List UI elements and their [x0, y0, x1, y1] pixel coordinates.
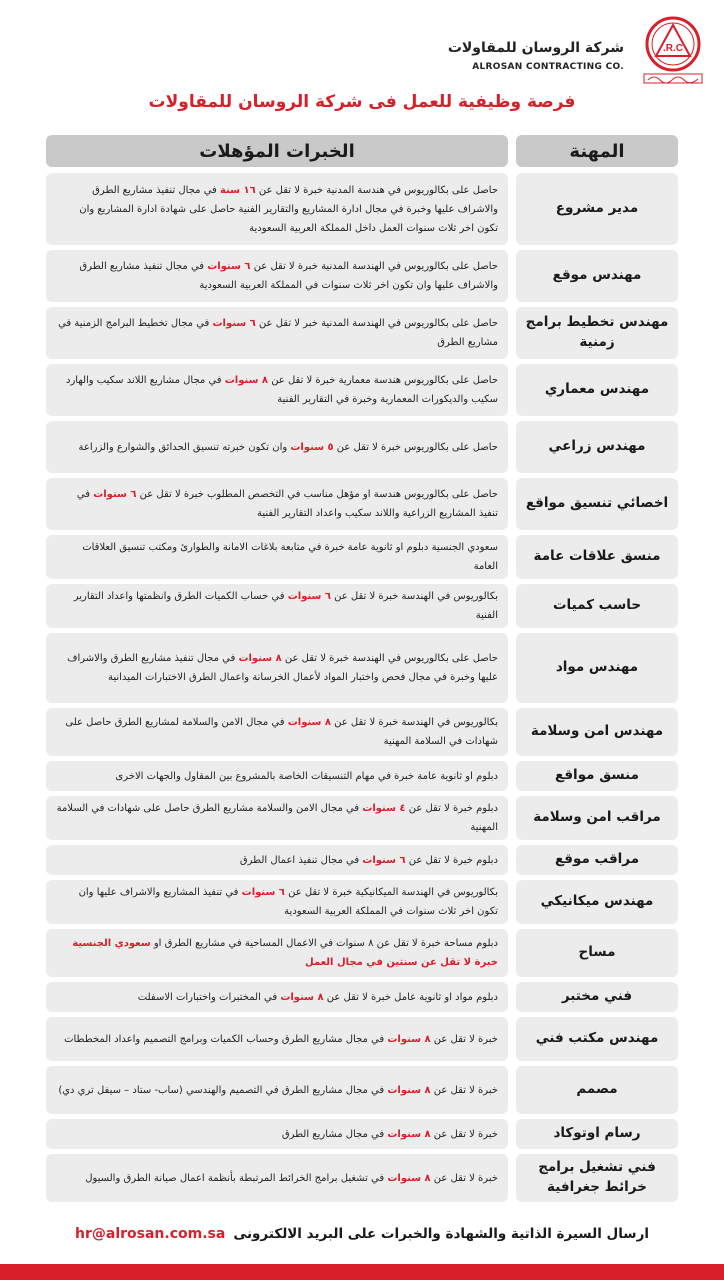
highlight-text: ٨ سنوات [280, 991, 324, 1003]
requirement-text: في تشغيل برامج الخرائط المرتبطة بأنظمة اعمال صيانة الطرق والسيول [85, 1172, 388, 1184]
highlight-text: ٦ سنوات [207, 261, 251, 272]
job-requirements [46, 796, 508, 840]
requirement-text: في تنفيذ المشاريع والاشراف عليها وان تكون اخر ثلاث سنوات في المملكة العربية السعودية [78, 887, 498, 917]
job-title: مهندس معماري [516, 364, 678, 416]
table-row [0, 364, 724, 416]
job-title: فني تشغيل برامج خرائط جغرافية [516, 1154, 678, 1202]
requirement-text: في مجال الامن والسلامة لمشاريع الطرق حاصل على شهادات في السلامة المهنية [65, 717, 498, 747]
job-title: مراقب امن وسلامة [516, 796, 678, 840]
highlight-text: ٨ سنوات [387, 1084, 431, 1096]
company-name-english: ALROSAN CONTRACTING CO. [472, 62, 624, 72]
job-title: منسق علاقات عامة [516, 535, 678, 579]
requirement-text: خبرة لا تقل عن [430, 1172, 498, 1184]
highlight-text: ٨ سنوات [224, 375, 269, 386]
requirement-text: بكالوريوس في الهندسة خبرة لا تقل عن [330, 717, 498, 728]
requirement-text: خبرة لا تقل عن [430, 1128, 498, 1140]
highlight-text: ٨ سنوات [238, 653, 282, 664]
requirement-text: دبلوم خبرة لا تقل عن [405, 803, 498, 814]
table-row [0, 633, 724, 703]
job-title: رسام اوتوكاد [516, 1119, 678, 1149]
highlight-text: ٨ سنوات [387, 1128, 431, 1140]
company-logo [640, 14, 706, 86]
job-title: مهندس ميكانيكي [516, 880, 678, 924]
table-row [0, 1066, 724, 1114]
job-title: مهندس مكتب فني [516, 1017, 678, 1061]
requirement-text: في مجال مشاريع اللاند سكيب والهارد سكيب والديكورات المعمارية وخبرة في التقارير الفنية [66, 375, 498, 405]
table-row [0, 1119, 724, 1149]
job-requirements [46, 307, 508, 359]
requirement-text: في تنفيذ المشاريع الزراعية واللاند سكيب واعداد التقارير الفنية [76, 489, 498, 519]
footer-text: ارسال السيرة الذاتية والشهادة والخبرات على البريد الالكترونى [233, 1226, 649, 1242]
requirement-text: خبرة لا تقل عن [430, 1033, 498, 1045]
job-requirements [46, 708, 508, 756]
header-job: المهنة [516, 135, 678, 167]
requirement-text: في مجال مشاريع الطرق في التصميم والهندسي (ساب- ستاد – سيفل تري دي) [58, 1084, 388, 1096]
highlight-text: ٨ سنوات [287, 717, 331, 728]
table-row [0, 421, 724, 473]
highlight-text: سعودي الجنسية خبرة لا تقل عن سنتين في مجال العمل [72, 938, 498, 968]
job-requirements [46, 1017, 508, 1061]
requirement-text: خبرة لا تقل عن [430, 1084, 498, 1096]
highlight-text: ٤ سنوات [362, 803, 406, 814]
table-row [0, 1017, 724, 1061]
table-row [0, 584, 724, 628]
job-requirements [46, 1154, 508, 1202]
table-row [0, 845, 724, 875]
requirement-text: دبلوم مواد او ثانوية عامل خبرة لا تقل عن [323, 991, 498, 1003]
job-title: مهندس موقع [516, 250, 678, 302]
job-title: مهندس زراعي [516, 421, 678, 473]
table-row [0, 796, 724, 840]
table-row [0, 929, 724, 977]
requirement-text: سعودي الجنسية دبلوم او ثانوية عامة خبرة في متابعة بلاغات الامانة والطوارئ ومكتب تنسيق العلاقات العامة [82, 542, 498, 572]
footer [0, 1226, 724, 1242]
requirement-text: في مجال مشاريع الطرق [281, 1128, 388, 1140]
requirement-text: حاصل على بكالوريوس في الهندسة المدنية خبر لا تقل عن [255, 318, 498, 329]
job-title: منسق مواقع [516, 761, 678, 791]
job-requirements [46, 633, 508, 703]
highlight-text: ٨ سنوات [387, 1172, 431, 1184]
job-requirements [46, 929, 508, 977]
requirement-text: حاصل على بكالوريوس في الهندسة المدنية خبرة لا تقل عن [250, 261, 498, 272]
job-title: مهندس تخطيط برامج زمنية [516, 307, 678, 359]
job-title: مساح [516, 929, 678, 977]
highlight-text: ١٦ سنة [220, 184, 256, 196]
job-requirements [46, 364, 508, 416]
requirement-text: حاصل على بكالوريوس هندسة او مؤهل مناسب في التخصص المطلوب خبرة لا تقل عن [136, 489, 498, 500]
job-requirements [46, 250, 508, 302]
job-requirements [46, 1066, 508, 1114]
requirement-text: في مجال تنفيذ مشاريع الطرق والاشراف عليها وخبرة في مجال ادارة المشاريع والتقارير الفنية حاصل على شهادة ادارة المشاريع وان تكون اخر ثلاث سنوات العمل داخل المملكة العربية السعودية [79, 184, 498, 234]
job-requirements [46, 761, 508, 791]
table-row [0, 1154, 724, 1202]
requirement-text: حاصل على بكالوريوس هندسة معمارية خبرة لا تقل عن [268, 375, 498, 386]
highlight-text: ٦ سنوات [241, 887, 285, 898]
requirement-text: في مجال تخطيط البرامج الزمنية في مشاريع الطرق [58, 318, 498, 348]
highlight-text: ٦ سنوات [212, 318, 256, 329]
highlight-text: ٦ سنوات [362, 854, 406, 866]
highlight-text: ٦ سنوات [93, 489, 137, 500]
requirement-text: في مجال مشاريع الطرق وحساب الكميات وبرامج التصميم واعداد المخططات [64, 1033, 388, 1045]
job-title: فني مختبر [516, 982, 678, 1012]
highlight-text: ٥ سنوات [290, 441, 334, 453]
job-requirements [46, 173, 508, 245]
job-title: مهندس امن وسلامة [516, 708, 678, 756]
table-row [0, 478, 724, 530]
table-row [0, 982, 724, 1012]
requirement-text: في المختبرات واختبارات الاسفلت [137, 991, 281, 1003]
table-row [0, 535, 724, 579]
table-row [0, 307, 724, 359]
requirement-text: في حساب الكميات الطرق وانظمتها واعداد التقارير الفنية [73, 591, 498, 621]
job-title: مهندس مواد [516, 633, 678, 703]
requirement-text: وان تكون خبرته تنسيق الحدائق والشوارع والزراعة [78, 441, 291, 453]
job-requirements [46, 845, 508, 875]
requirement-text: دبلوم او ثانوية عامة خبرة في مهام التنسيقات الخاصة بالمشروع بين المقاول والجهات الاخرى [115, 770, 498, 782]
job-title: مراقب موقع [516, 845, 678, 875]
requirement-text: حاصل على بكالوريوس في هندسة المدنية خبرة لا تقل عن [255, 184, 498, 196]
job-requirements [46, 982, 508, 1012]
page-title: فرصة وظيفية للعمل فى شركة الروسان للمقاولات [148, 92, 576, 112]
job-title: مدير مشروع [516, 173, 678, 245]
table-row [0, 761, 724, 791]
highlight-text: ٨ سنوات [387, 1033, 431, 1045]
job-requirements [46, 421, 508, 473]
job-requirements [46, 535, 508, 579]
header-experience: الخبرات المؤهلات [46, 135, 508, 167]
table-row [0, 708, 724, 756]
job-title: اخصائي تنسيق مواقع [516, 478, 678, 530]
requirement-text: في مجال تنفيذ مشاريع الطرق والاشراف عليها وان تكون اخر ثلاث سنوات في المملكة العربية السعودية [79, 261, 498, 291]
highlight-text: ٦ سنوات [287, 591, 331, 602]
requirement-text: دبلوم مساحة خبرة لا تقل عن ٨ سنوات في الاعمال المساحية في مشاريع الطرق او [150, 938, 498, 949]
job-requirements [46, 478, 508, 530]
bottom-bar [0, 1264, 724, 1280]
job-requirements [46, 1119, 508, 1149]
requirement-text: في مجال تنفيذ مشاريع الطرق والاشراف عليها وخبرة في مجال فحص واختبار المواد لأعمال الخرسانة واعمال الطرق الاختبارات الميدانية [67, 653, 498, 683]
job-title: حاسب كميات [516, 584, 678, 628]
footer-email[interactable]: hr@alrosan.com.sa [75, 1226, 226, 1242]
requirement-text: حاصل على بكالوريوس في الهندسة خبرة لا تقل عن [281, 653, 498, 664]
job-requirements [46, 880, 508, 924]
requirement-text: في مجال تنفيذ اعمال الطرق [239, 854, 363, 866]
requirement-text: دبلوم خبرة لا تقل عن [405, 854, 498, 866]
logo-text: R.C. [662, 43, 684, 54]
company-name-arabic: شركة الروسان للمقاولات [447, 40, 624, 56]
table-row [0, 250, 724, 302]
requirement-text: بكالوريوس في الهندسة الميكانيكية خبرة لا تقل عن [284, 887, 498, 898]
job-title: مصمم [516, 1066, 678, 1114]
job-requirements [46, 584, 508, 628]
table-row [0, 173, 724, 245]
requirement-text: في مجال الامن والسلامة مشاريع الطرق حاصل على شهادات في السلامة المهنية [56, 803, 498, 833]
page-header [0, 14, 724, 84]
table-row [0, 880, 724, 924]
requirement-text: حاصل على بكالوريوس خبرة لا تقل عن [333, 441, 498, 453]
jobs-table [0, 173, 724, 1207]
requirement-text: بكالوريوس في الهندسة خبرة لا تقل عن [330, 591, 498, 602]
